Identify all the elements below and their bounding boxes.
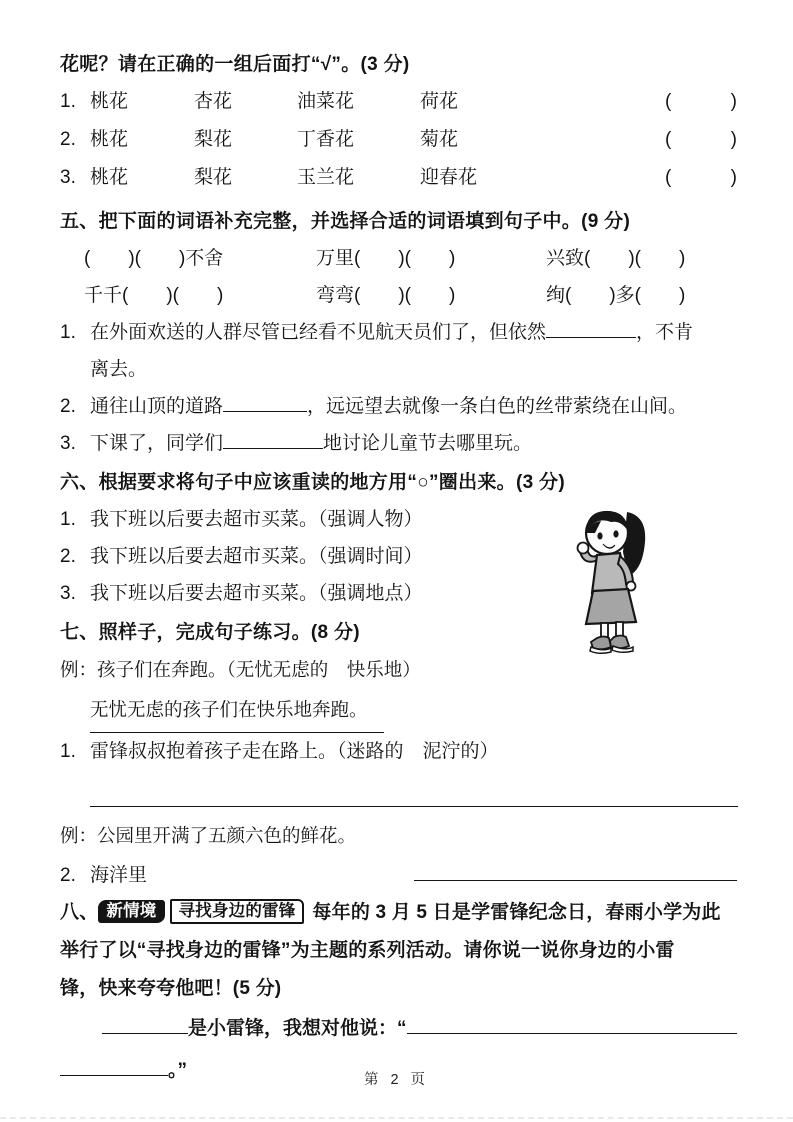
girl-illustration (571, 498, 665, 660)
page-number: 第 2 页 (363, 1072, 430, 1088)
flower-row-3 (60, 159, 737, 197)
answer-line (90, 786, 738, 807)
example-2: 例：公园里开满了五颜六色的鲜花。 (60, 826, 357, 847)
answer-parentheses (665, 159, 737, 197)
section5-heading: 五、把下面的词语补充完整，并选择合适的词语填到句子中。(9 分) (60, 211, 631, 232)
section4-intro: 花呢？请在正确的一组后面打“√”。(3 分) (60, 54, 410, 75)
flower-word: 荷花 (420, 91, 459, 112)
sentence-text (90, 425, 737, 462)
flower-word: 梨花 (194, 129, 233, 150)
word-blank: 万里( )( ) (316, 248, 456, 269)
flower-word: 油菜花 (297, 91, 355, 112)
paren-close: ) (730, 167, 737, 188)
sentence-text (90, 314, 737, 351)
sentence-number: 3. (60, 433, 76, 454)
cut-line (0, 1117, 793, 1119)
fill-in-blank (407, 1016, 737, 1034)
sentence-part: 。” (168, 1060, 188, 1081)
sentence-number: 1. (60, 741, 76, 762)
sentence-3 (60, 425, 737, 462)
section6-heading: 六、根据要求将句子中应该重读的地方用“○”圈出来。(3 分) (60, 472, 565, 493)
word-blank: 兴致( )( ) (546, 248, 686, 269)
flower-word: 桃花 (90, 129, 129, 150)
word-completion-row-1 (60, 240, 737, 277)
paren-close: ) (730, 91, 737, 112)
paragraph-text: 每年的 3 月 5 日是学雷锋纪念日，春雨小学为此 (312, 902, 721, 923)
rewrite-item-1 (60, 733, 737, 770)
sentence-part: 下课了，同学们 (90, 433, 224, 454)
sentence-text: 我下班以后要去超市买菜。（强调人物） (90, 509, 423, 530)
flower-row-2 (60, 121, 737, 159)
flower-word: 杏花 (194, 91, 233, 112)
sentence-text: 雷锋叔叔抱着孩子走在路上。（迷路的 泥泞的） (90, 741, 499, 762)
sentence-part: 通往山顶的道路 (90, 396, 224, 417)
row-number: 3. (60, 167, 76, 188)
flower-word: 菊花 (420, 129, 459, 150)
flower-word: 玉兰花 (297, 167, 355, 188)
fill-in-blank (414, 860, 738, 881)
topic-badge: 寻找身边的雷锋 (170, 899, 305, 924)
sentence-text: 我下班以后要去超市买菜。（强调时间） (90, 546, 423, 567)
sentence-part: 海洋里 (90, 865, 148, 886)
sentence-1-wrap: 离去。 (90, 359, 148, 380)
sentence-part: 在外面欢送的人群尽管已经看不见航天员们了，但依然 (90, 322, 547, 343)
section-number: 八、 (60, 902, 99, 923)
sentence-number: 2. (60, 865, 76, 886)
fill-in-blank (223, 394, 307, 412)
word-blank: 千千( )( ) (84, 285, 224, 306)
sentence-part: ，远远望去就像一条白色的丝带萦绕在山间。 (307, 396, 688, 417)
example-1-answer: 无忧无虑的孩子们在快乐地奔跑。 (90, 691, 384, 733)
sentence-2 (60, 388, 737, 425)
word-blank: 绚( )多( ) (546, 285, 686, 306)
paren-open: ( (665, 91, 672, 112)
flower-word: 桃花 (90, 167, 129, 188)
sentence-number: 1. (60, 509, 76, 530)
sentence-number: 2. (60, 546, 76, 567)
answer-fill-row-1 (60, 1008, 737, 1050)
rewrite-item-2 (60, 857, 737, 894)
flower-row-1 (60, 83, 737, 121)
sentence-number: 2. (60, 396, 76, 417)
section8-heading-line1 (60, 894, 737, 932)
word-completion-row-2 (60, 277, 737, 314)
paren-close: ) (730, 129, 737, 150)
sentence-part: ，不肯 (636, 322, 694, 343)
section8-line3: 锋，快来夸夸他吧！(5 分) (60, 978, 282, 999)
fill-in-blank (223, 431, 323, 449)
sentence-number: 1. (60, 322, 76, 343)
new-context-badge: 新情境 (98, 900, 164, 923)
answer-parentheses (665, 121, 737, 159)
sentence-text (90, 388, 737, 425)
sentence-number: 3. (60, 583, 76, 604)
flower-word: 梨花 (194, 167, 233, 188)
row-number: 2. (60, 129, 76, 150)
example-1-answer-row (60, 691, 737, 733)
sentence-1 (60, 314, 737, 351)
example-1: 例：孩子们在奔跑。（无忧无虑的 快乐地） (60, 660, 421, 681)
section8-line2: 举行了以“寻找身边的雷锋”为主题的系列活动。请你说一说你身边的小雷 (60, 940, 675, 961)
sentence-text: 我下班以后要去超市买菜。（强调地点） (90, 583, 423, 604)
paren-open: ( (665, 167, 672, 188)
flower-word: 迎春花 (420, 167, 478, 188)
paren-open: ( (665, 129, 672, 150)
fill-in-blank (102, 1016, 188, 1034)
row-number: 1. (60, 91, 76, 112)
section7-heading: 七、照样子，完成句子练习。(8 分) (60, 622, 360, 643)
flower-word: 桃花 (90, 91, 129, 112)
sentence-text (90, 857, 414, 894)
sentence-part: 是小雷锋，我想对他说：“ (188, 1018, 407, 1039)
sentence-part: 地讨论儿童节去哪里玩。 (323, 433, 533, 454)
word-blank: ( )( )不舍 (84, 248, 224, 269)
fill-in-blank (546, 320, 636, 338)
flower-word: 丁香花 (297, 129, 355, 150)
word-blank: 弯弯( )( ) (316, 285, 456, 306)
answer-parentheses (665, 83, 737, 121)
